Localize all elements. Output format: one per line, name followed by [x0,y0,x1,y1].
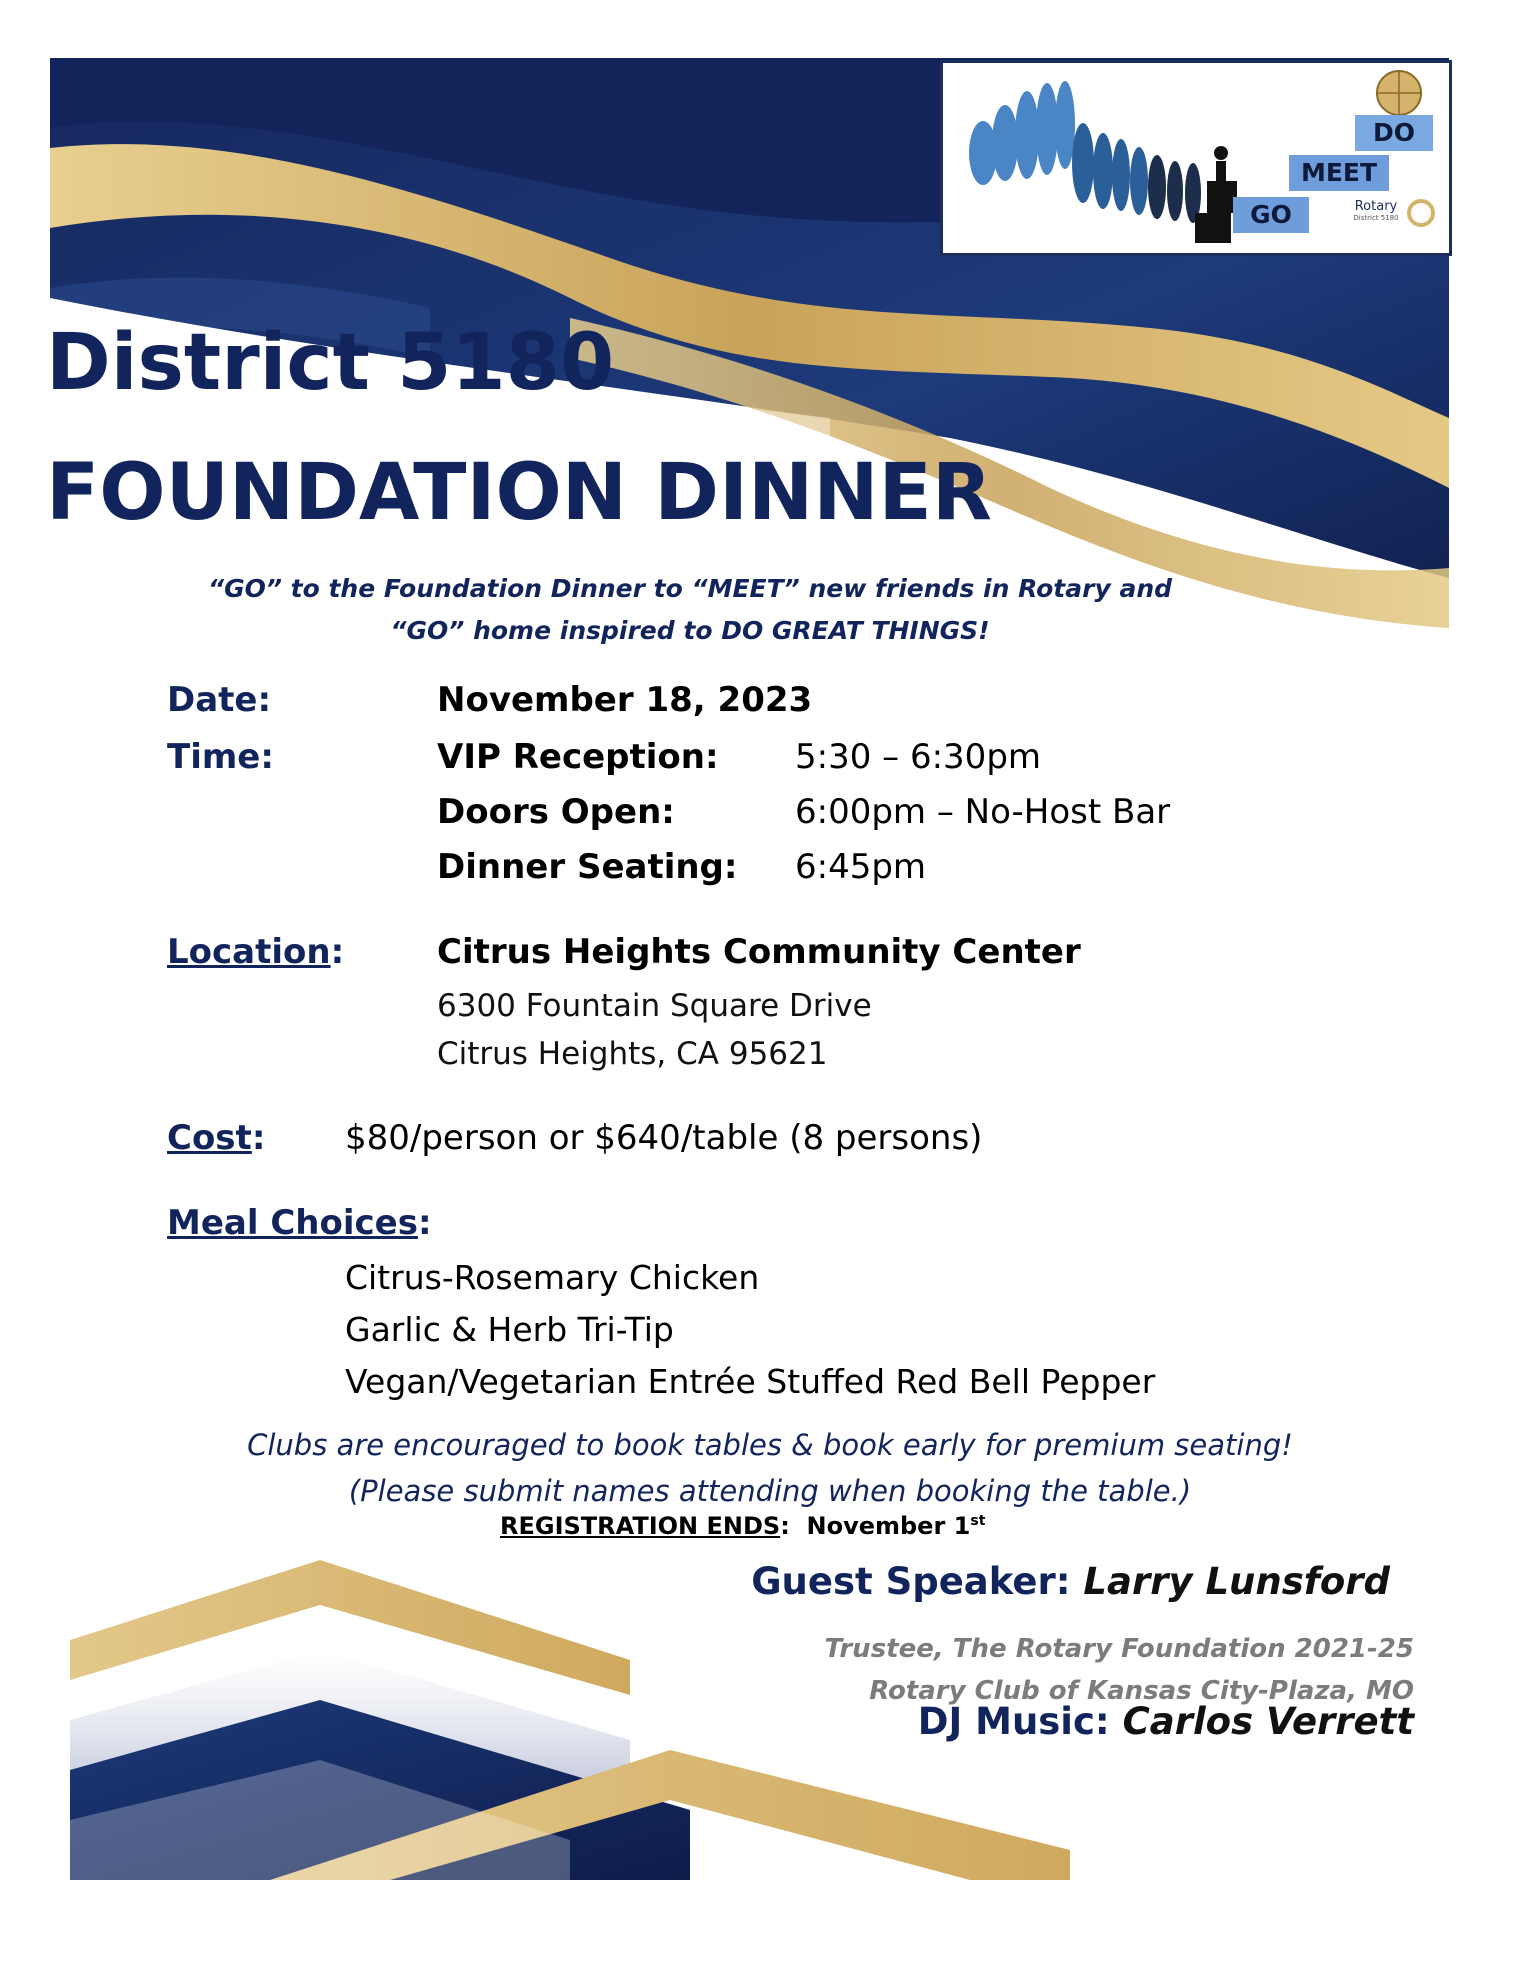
location-name: Citrus Heights Community Center [437,932,1081,972]
page-title-line1: District 5180 [46,318,615,408]
doors-open-label: Doors Open: [437,792,675,832]
speaker-title: Trustee, The Rotary Foundation 2021-25 [824,1634,1414,1664]
rotary-go-meet-do-logo [940,60,1452,256]
speaker-club: Rotary Club of Kansas City-Plaza, MO [869,1676,1414,1706]
tagline [60,568,1320,652]
meal-item: Vegan/Vegetarian Entrée Stuffed Red Bell Pepper [345,1362,1156,1401]
dj-name: Carlos Verrett [1122,1700,1414,1743]
address-line1: 6300 Fountain Square Drive [437,988,872,1024]
address-line2: Citrus Heights, CA 95621 [437,1036,828,1072]
meal-choices-label-text: Meal Choices [167,1203,418,1243]
location-label-text: Location [167,932,331,972]
cost-label: Cost: [167,1118,266,1158]
registration-date: November 1 [806,1512,971,1540]
meal-item: Citrus-Rosemary Chicken [345,1258,760,1297]
vip-reception-label: VIP Reception: [437,737,719,777]
cost-value: $80/person or $640/table (8 persons) [345,1118,983,1158]
meal-choices-label: Meal Choices: [167,1203,432,1243]
booking-instructions: (Please submit names attending when booking the table.) [348,1474,1192,1508]
dj-label: DJ Music: [917,1700,1110,1743]
dinner-seating-time: 6:45pm [795,847,927,887]
registration-label: REGISTRATION ENDS [500,1512,781,1540]
rotary-org-name: Rotary [1354,199,1398,214]
page-title-line2: FOUNDATION DINNER [46,448,992,538]
guest-speaker-name: Larry Lunsford [1083,1560,1390,1603]
date-label: Date: [167,680,272,720]
guest-speaker-label: Guest Speaker: [751,1560,1071,1603]
tagline-line2: “GO” home inspired to DO GREAT THINGS! [390,616,990,645]
rotary-logo-text [1345,199,1407,222]
guest-speaker [751,1560,1390,1603]
tagline-line1: “GO” to the Foundation Dinner to “MEET” new friends in Rotary and [207,574,1173,603]
date-value: November 18, 2023 [437,680,813,720]
booking-note: Clubs are encouraged to book tables & book early for premium seating! [247,1428,1293,1462]
cost-label-text: Cost [167,1118,252,1158]
dinner-seating-label: Dinner Seating: [437,847,738,887]
logo-meet-step: MEET [1289,155,1389,191]
rotary-district-name: District 5180 [1353,214,1399,222]
vip-reception-time: 5:30 – 6:30pm [795,737,1042,777]
location-label: Location: [167,932,345,972]
dj-music [918,1700,1414,1743]
registration-deadline: REGISTRATION ENDS: November 1st [500,1512,986,1540]
doors-open-time: 6:00pm – No-Host Bar [795,792,1171,832]
meal-item: Garlic & Herb Tri-Tip [345,1310,674,1349]
logo-go-step: GO [1233,197,1309,233]
time-label: Time: [167,737,274,777]
logo-do-step: DO [1355,115,1433,151]
registration-date-suffix: st [970,1513,986,1529]
